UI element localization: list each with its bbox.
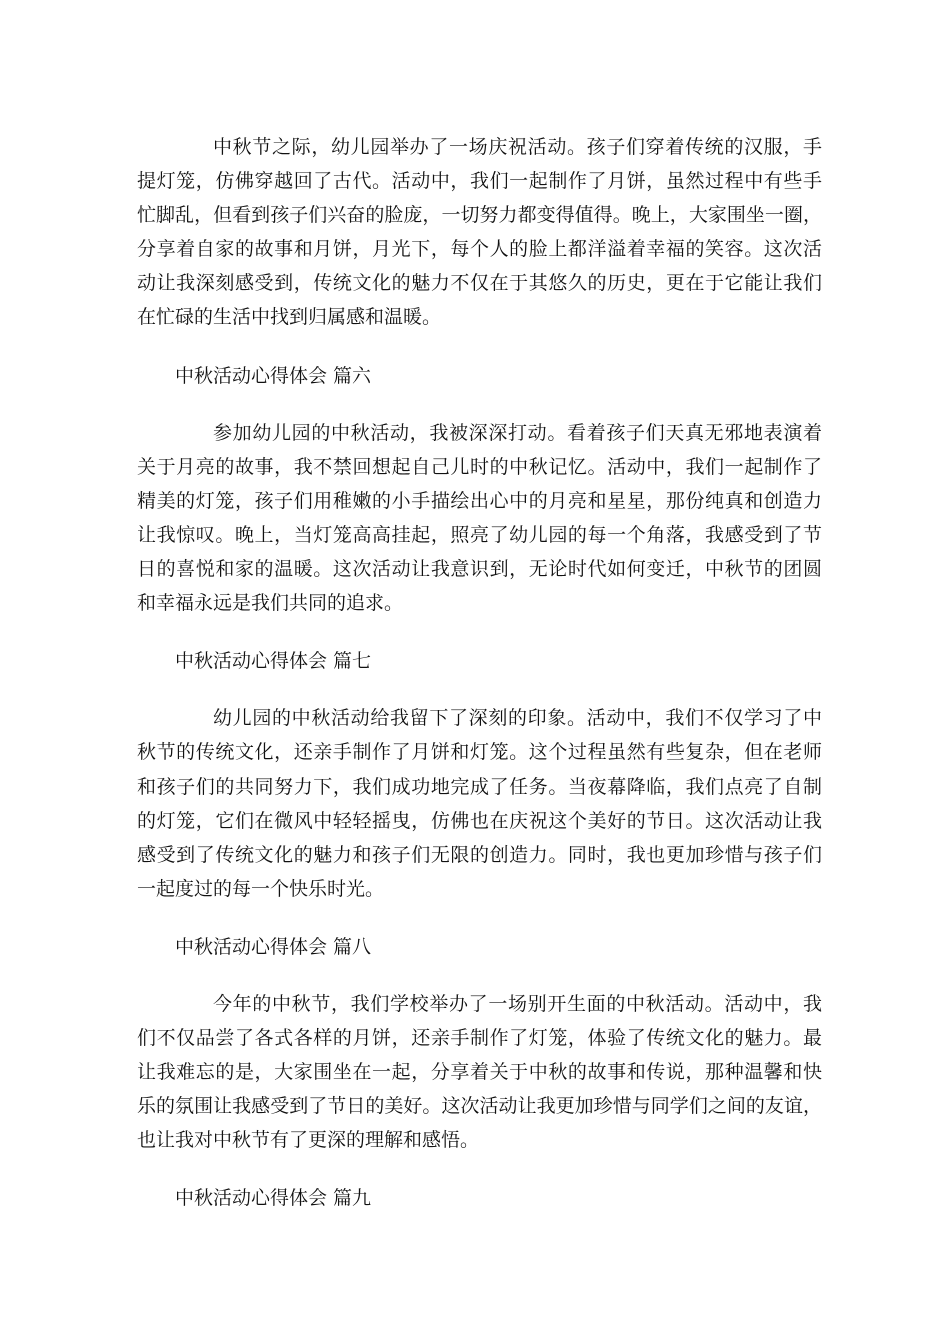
paragraph-line: 分享着自家的故事和月饼，月光下，每个人的脸上都洋溢着幸福的笑容。这次活 <box>137 238 822 261</box>
paragraph-line: 一起度过的每一个快乐时光。 <box>137 877 385 900</box>
body-paragraph <box>137 987 822 1157</box>
paragraph-line: 提灯笼，仿佛穿越回了古代。活动中，我们一起制作了月饼，虽然过程中有些手 <box>137 170 822 193</box>
section-heading: 中秋活动心得体会 篇九 <box>175 1187 372 1210</box>
paragraph-line: 精美的灯笼，孩子们用稚嫩的小手描绘出心中的月亮和星星，那份纯真和创造力 <box>137 489 822 512</box>
paragraph-line: 的灯笼，它们在微风中轻轻摇曳，仿佛也在庆祝这个美好的节日。这次活动让我 <box>137 809 822 832</box>
paragraph-line: 幼儿园的中秋活动给我留下了深刻的印象。活动中，我们不仅学习了中 <box>213 707 822 730</box>
paragraph-line: 乐的氛围让我感受到了节日的美好。这次活动让我更加珍惜与同学们之间的友谊， <box>137 1095 822 1118</box>
body-paragraph <box>137 130 822 335</box>
document-body <box>137 130 822 1239</box>
section-heading: 中秋活动心得体会 篇八 <box>175 935 372 958</box>
paragraph-line: 忙脚乱，但看到孩子们兴奋的脸庞，一切努力都变得值得。晚上，大家围坐一圈， <box>137 204 822 227</box>
paragraph-line: 日的喜悦和家的温暖。这次活动让我意识到，无论时代如何变迁，中秋节的团圆 <box>137 558 822 581</box>
paragraph-line: 让我惊叹。晚上，当灯笼高高挂起，照亮了幼儿园的每一个角落，我感受到了节 <box>137 523 822 546</box>
paragraph-line: 动让我深刻感受到，传统文化的魅力不仅在于其悠久的历史，更在于它能让我们 <box>137 272 822 295</box>
paragraph-line: 们不仅品尝了各式各样的月饼，还亲手制作了灯笼，体验了传统文化的魅力。最 <box>137 1027 822 1050</box>
section-heading: 中秋活动心得体会 篇七 <box>175 650 372 673</box>
paragraph-line: 参加幼儿园的中秋活动，我被深深打动。看着孩子们天真无邪地表演着 <box>213 421 822 444</box>
paragraph-line: 关于月亮的故事，我不禁回想起自己儿时的中秋记忆。活动中，我们一起制作了 <box>137 455 822 478</box>
body-paragraph <box>137 416 822 621</box>
body-paragraph <box>137 701 822 906</box>
section-heading: 中秋活动心得体会 篇六 <box>175 364 372 387</box>
paragraph-line: 让我难忘的是，大家围坐在一起，分享着关于中秋的故事和传说，那种温馨和快 <box>137 1061 822 1084</box>
paragraph-line: 和孩子们的共同努力下，我们成功地完成了任务。当夜幕降临，我们点亮了自制 <box>137 775 822 798</box>
paragraph-line: 秋节的传统文化，还亲手制作了月饼和灯笼。这个过程虽然有些复杂，但在老师 <box>137 741 822 764</box>
paragraph-line: 在忙碌的生活中找到归属感和温暖。 <box>137 306 442 329</box>
paragraph-line: 和幸福永远是我们共同的追求。 <box>137 592 404 615</box>
paragraph-line: 感受到了传统文化的魅力和孩子们无限的创造力。同时，我也更加珍惜与孩子们 <box>137 843 822 866</box>
paragraph-line: 也让我对中秋节有了更深的理解和感悟。 <box>137 1129 480 1152</box>
paragraph-line: 中秋节之际，幼儿园举办了一场庆祝活动。孩子们穿着传统的汉服，手 <box>213 136 822 158</box>
paragraph-line: 今年的中秋节，我们学校举办了一场别开生面的中秋活动。活动中，我 <box>213 992 822 1015</box>
